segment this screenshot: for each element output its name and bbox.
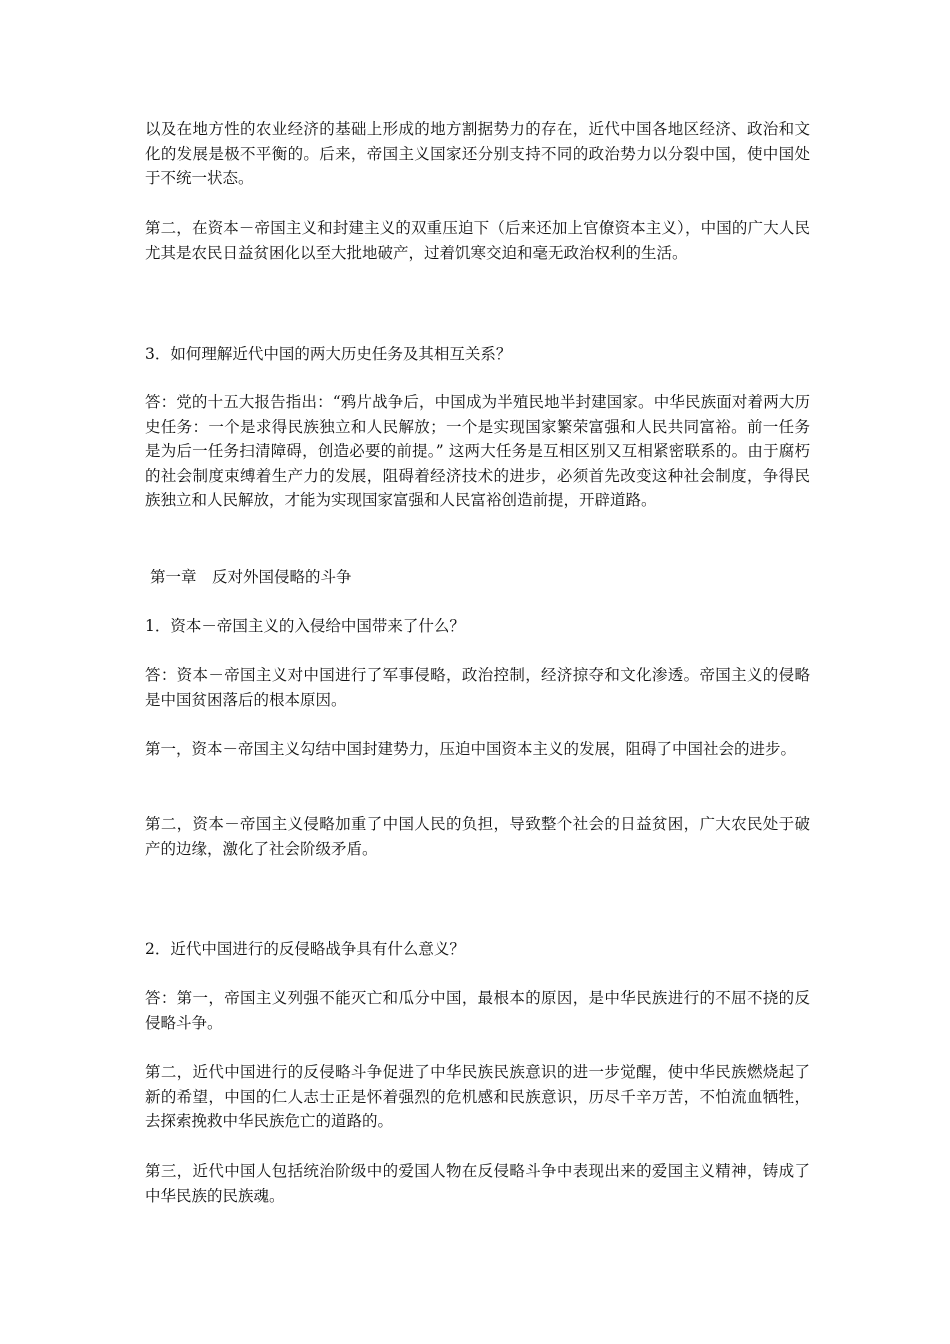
answer-paragraph-2: 答：第一，帝国主义列强不能灭亡和瓜分中国，最根本的原因，是中华民族进行的不屈不挠的反侵略斗争。 bbox=[145, 989, 810, 1032]
paragraph-second-point: 第二，资本－帝国主义侵略加重了中国人民的负担，导致整个社会的日益贫困，广大农民处于破产的边缘，激化了社会阶级矛盾。 bbox=[145, 815, 810, 858]
question-heading-3: 3．如何理解近代中国的两大历史任务及其相互关系？ bbox=[145, 345, 512, 363]
paragraph-third-significance: 第三，近代中国人包括统治阶级中的爱国人物在反侵略斗争中表现出来的爱国主义精神，铸成了中华民族的民族魂。 bbox=[145, 1162, 810, 1205]
question-heading-2: 2．近代中国进行的反侵略战争具有什么意义？ bbox=[145, 940, 465, 958]
chapter-title: 第一章 反对外国侵略的斗争 bbox=[150, 568, 352, 586]
paragraph-first-point: 第一，资本－帝国主义勾结中国封建势力，压迫中国资本主义的发展，阻碍了中国社会的进步。 bbox=[145, 740, 797, 758]
paragraph-regional-imbalance: 以及在地方性的农业经济的基础上形成的地方割据势力的存在，近代中国各地区经济、政治和文化的发展是极不平衡的。后来，帝国主义国家还分别支持不同的政治势力以分裂中国，使中国处于不统一状态。 bbox=[145, 120, 810, 187]
answer-paragraph-3: 答：党的十五大报告指出：“鸦片战争后，中国成为半殖民地半封建国家。中华民族面对着两大历史任务：一个是求得民族独立和人民解放；一个是实现国家繁荣富强和人民共同富裕。前一任务是为后一任务扫清障碍，创造必要的前提。” 这两大任务是互相区别又互相紧密联系的。由于腐朽的社会制度束缚着生产力的发展，阻碍着经济技术的进步，必须首先改变这种社会制度，争得民族独立和人民解放，才能为实现国家富强和人民富裕创造前提，开辟道路。 bbox=[145, 393, 810, 509]
paragraph-second-oppression: 第二，在资本－帝国主义和封建主义的双重压迫下（后来还加上官僚资本主义），中国的广大人民尤其是农民日益贫困化以至大批地破产，过着饥寒交迫和毫无政治权利的生活。 bbox=[145, 219, 810, 262]
answer-paragraph-1: 答：资本－帝国主义对中国进行了军事侵略，政治控制，经济掠夺和文化渗透。帝国主义的侵略是中国贫困落后的根本原因。 bbox=[145, 666, 810, 709]
question-heading-1: 1．资本－帝国主义的入侵给中国带来了什么？ bbox=[145, 617, 465, 635]
paragraph-second-significance: 第二，近代中国进行的反侵略斗争促进了中华民族民族意识的进一步觉醒，使中华民族燃烧起了新的希望，中国的仁人志士正是怀着强烈的危机感和民族意识，历尽千辛万苦，不怕流血牺牲，去探索挽救中华民族危亡的道路的。 bbox=[145, 1063, 810, 1130]
